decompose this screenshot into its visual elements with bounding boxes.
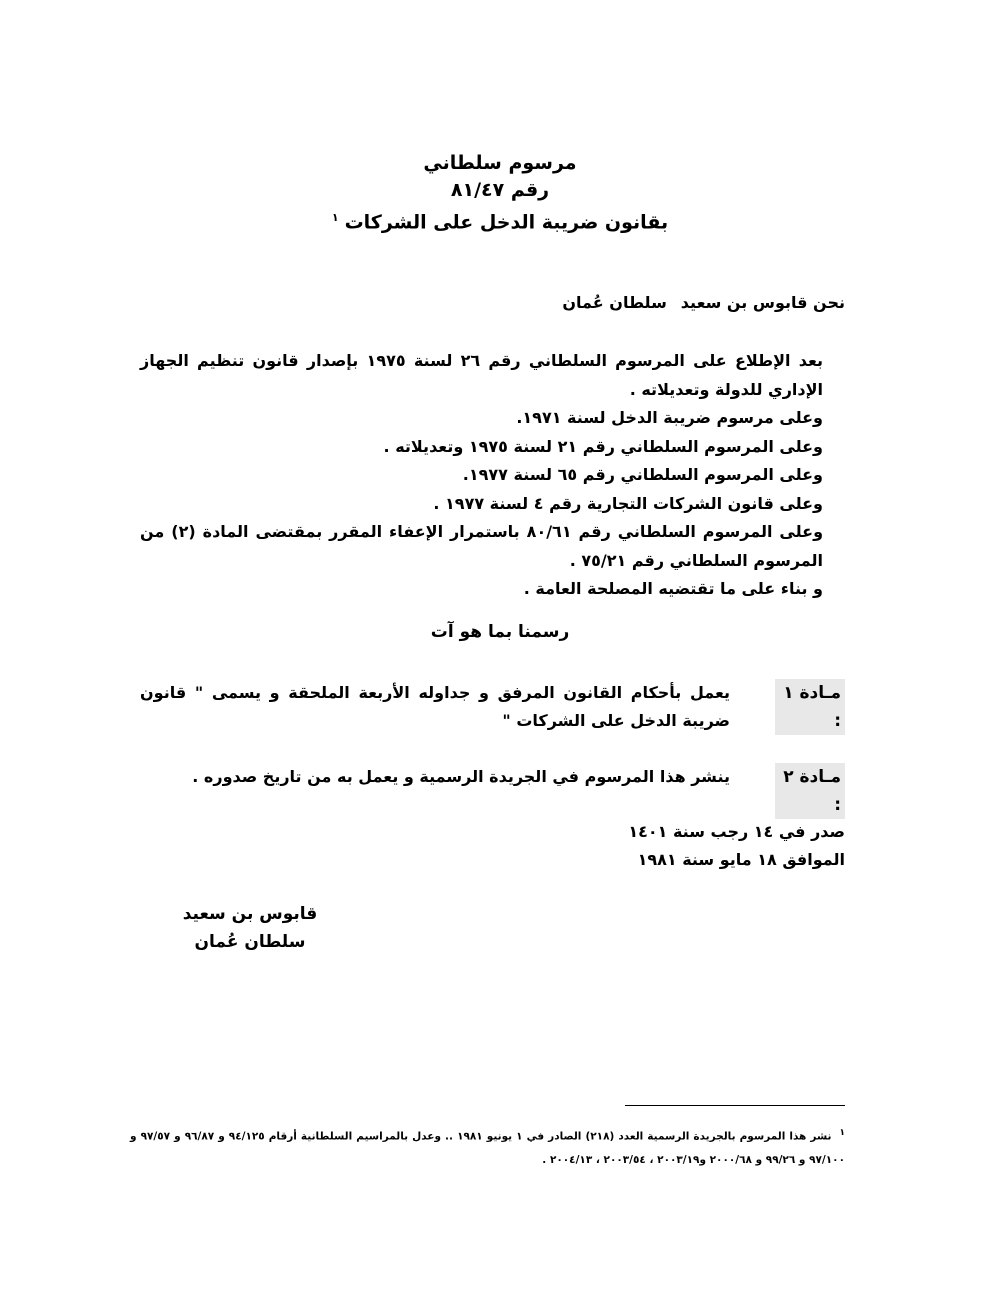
gregorian-date: الموافق ١٨ مايو سنة ١٩٨١ <box>637 850 845 869</box>
decree-heading: رسمنا بما هو آت <box>430 622 570 642</box>
preamble-clause: وعلى المرسوم السلطاني رقم ٢١ لسنة ١٩٧٥ وتعديلاته . <box>383 436 823 456</box>
preamble-clause: وعلى المرسوم السلطاني رقم ٨٠/٦١ باستمرار الإعفاء المقرر بمقتضى المادة (٢) من المرسوم السلطاني رقم ٧٥/٢١ . <box>140 522 824 570</box>
issuer-line <box>562 293 845 312</box>
article-label: مـادة ١ : <box>775 679 845 735</box>
footnote-text: نشر هذا المرسوم بالجريدة الرسمية العدد (٢١٨) الصادر في ١ يونيو ١٩٨١ .. وعدل بالمراسيم السلطانية أرقام ٩٤/١٢٥ و ٩٦/٨٧ و ٩٧/٥٧ و ٩٧/١٠٠ و ٩٩/٢٦ و ٢٠٠٠/٦٨ و٢٠٠٣/١٩ ، ٢٠٠٣/٥٤ ، ٢٠٠٤/١٣ . <box>130 1130 845 1166</box>
preamble-clause: وعلى المرسوم السلطاني رقم ٦٥ لسنة ١٩٧٧. <box>462 465 823 484</box>
footnote-divider <box>625 1105 845 1106</box>
issuer-title: سلطان عُمان <box>562 293 667 312</box>
title-line-1: مرسوم سلطاني <box>423 152 577 174</box>
hijri-date: صدر في ١٤ رجب سنة ١٤٠١ <box>628 822 845 841</box>
preamble-clause: و بناء على ما تقتضيه المصلحة العامة . <box>523 579 823 598</box>
article-label: مـادة ٢ : <box>775 763 845 819</box>
preamble-clause: وعلى قانون الشركات التجارية رقم ٤ لسنة ١٩٧٧ . <box>433 493 823 513</box>
article-1 <box>140 679 845 735</box>
title-line-3 <box>0 204 1000 236</box>
decree-title <box>0 150 1000 236</box>
footnote-reference[interactable]: ١ <box>331 211 339 224</box>
preamble-clause: وعلى مرسوم ضريبة الدخل لسنة ١٩٧١. <box>516 408 823 427</box>
footnote <box>130 1122 845 1172</box>
article-text: يعمل بأحكام القانون المرفق و جداوله الأربعة الملحقة و يسمى " قانون ضريبة الدخل على الشركات " <box>140 683 730 730</box>
preamble <box>140 347 845 604</box>
title-text: بقانون ضريبة الدخل على الشركات <box>344 211 669 234</box>
signatory-title: سلطان عُمان <box>194 932 306 952</box>
signature-block <box>160 900 340 956</box>
issue-dates <box>628 818 845 874</box>
article-2 <box>140 763 845 815</box>
signatory-name: قابوس بن سعيد <box>182 904 318 924</box>
issuer-name: نحن قابوس بن سعيد <box>680 293 845 312</box>
article-text: ينشر هذا المرسوم في الجريدة الرسمية و يعمل به من تاريخ صدوره . <box>192 767 730 786</box>
footnote-mark: ١ <box>839 1128 846 1138</box>
preamble-clause: بعد الإطلاع على المرسوم السلطاني رقم ٢٦ لسنة ١٩٧٥ بإصدار قانون تنظيم الجهاز الإداري للدولة وتعديلاته . <box>140 351 824 399</box>
title-line-2: رقم ٨١/٤٧ <box>450 179 550 201</box>
